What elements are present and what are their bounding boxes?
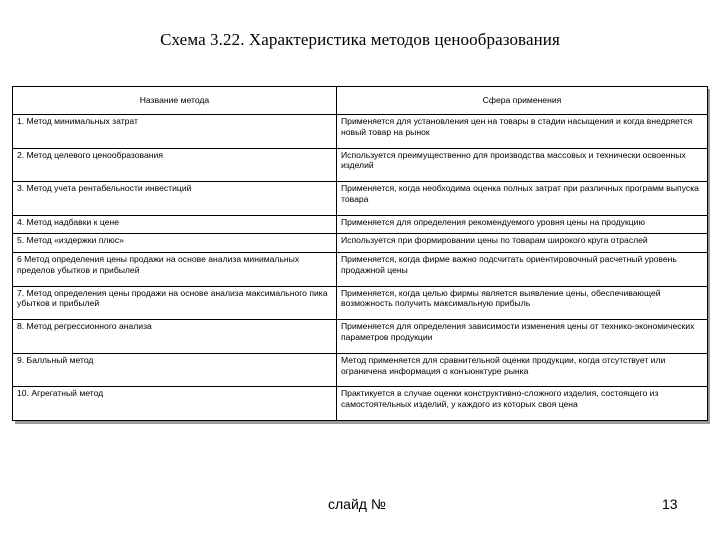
methods-table xyxy=(12,86,708,421)
scope-cell: Применяется для определения зависимости изменения цены от технико-экономических параметров продукции xyxy=(337,320,708,354)
scope-cell: Применяется, когда целью фирмы является выявление цены, обеспечивающей возможность получить максимальную прибыль xyxy=(337,286,708,320)
column-header-scope: Сфера применения xyxy=(337,87,708,115)
table-row xyxy=(13,182,708,216)
method-cell: 6 Метод определения цены продажи на основе анализа минимальных пределов убытков и прибылей xyxy=(13,253,337,287)
scope-cell: Практикуется в случае оценки конструктивно-сложного изделия, состоящего из самостоятельных изделий, у каждого из которых своя цена xyxy=(337,387,708,421)
scope-cell: Используется при формировании цены по товарам широкого круга отраслей xyxy=(337,234,708,253)
table-header-row xyxy=(13,87,708,115)
column-header-method: Название метода xyxy=(13,87,337,115)
slide-title: Схема 3.22. Характеристика методов ценообразования xyxy=(160,30,560,49)
method-cell: 10. Агрегатный метод xyxy=(13,387,337,421)
table-row xyxy=(13,286,708,320)
scope-cell: Используется преимущественно для производства массовых и технически освоенных изделий xyxy=(337,148,708,182)
scope-cell: Метод применяется для сравнительной оценки продукции, когда отсутствует или ограничена информация о конъюнктуре рынка xyxy=(337,353,708,387)
method-cell: 5. Метод «издержки плюс» xyxy=(13,234,337,253)
table-row xyxy=(13,353,708,387)
scope-cell: Применяется для определения рекомендуемого уровня цены на продукцию xyxy=(337,215,708,234)
page-number: 13 xyxy=(662,496,678,512)
method-cell: 1. Метод минимальных затрат xyxy=(13,115,337,149)
methods-table-container xyxy=(12,86,707,421)
table-row xyxy=(13,234,708,253)
table-row xyxy=(13,215,708,234)
method-cell: 3. Метод учета рентабельности инвестиций xyxy=(13,182,337,216)
table-row xyxy=(13,148,708,182)
method-cell: 4. Метод надбавки к цене xyxy=(13,215,337,234)
table-row xyxy=(13,115,708,149)
method-cell: 2. Метод целевого ценообразования xyxy=(13,148,337,182)
scope-cell: Применяется, когда необходима оценка полных затрат при различных программ выпуска товара xyxy=(337,182,708,216)
table-row xyxy=(13,253,708,287)
scope-cell: Применяется для установления цен на товары в стадии насыщения и когда внедряется новый товар на рынок xyxy=(337,115,708,149)
slide-label: слайд № xyxy=(328,496,386,512)
method-cell: 8. Метод регрессионного анализа xyxy=(13,320,337,354)
scope-cell: Применяется, когда фирме важно подсчитать ориентировочный расчетный уровень продажной цены xyxy=(337,253,708,287)
table-row xyxy=(13,387,708,421)
method-cell: 7. Метод определения цены продажи на основе анализа максимального пика убытков и прибылей xyxy=(13,286,337,320)
table-row xyxy=(13,320,708,354)
method-cell: 9. Балльный метод xyxy=(13,353,337,387)
